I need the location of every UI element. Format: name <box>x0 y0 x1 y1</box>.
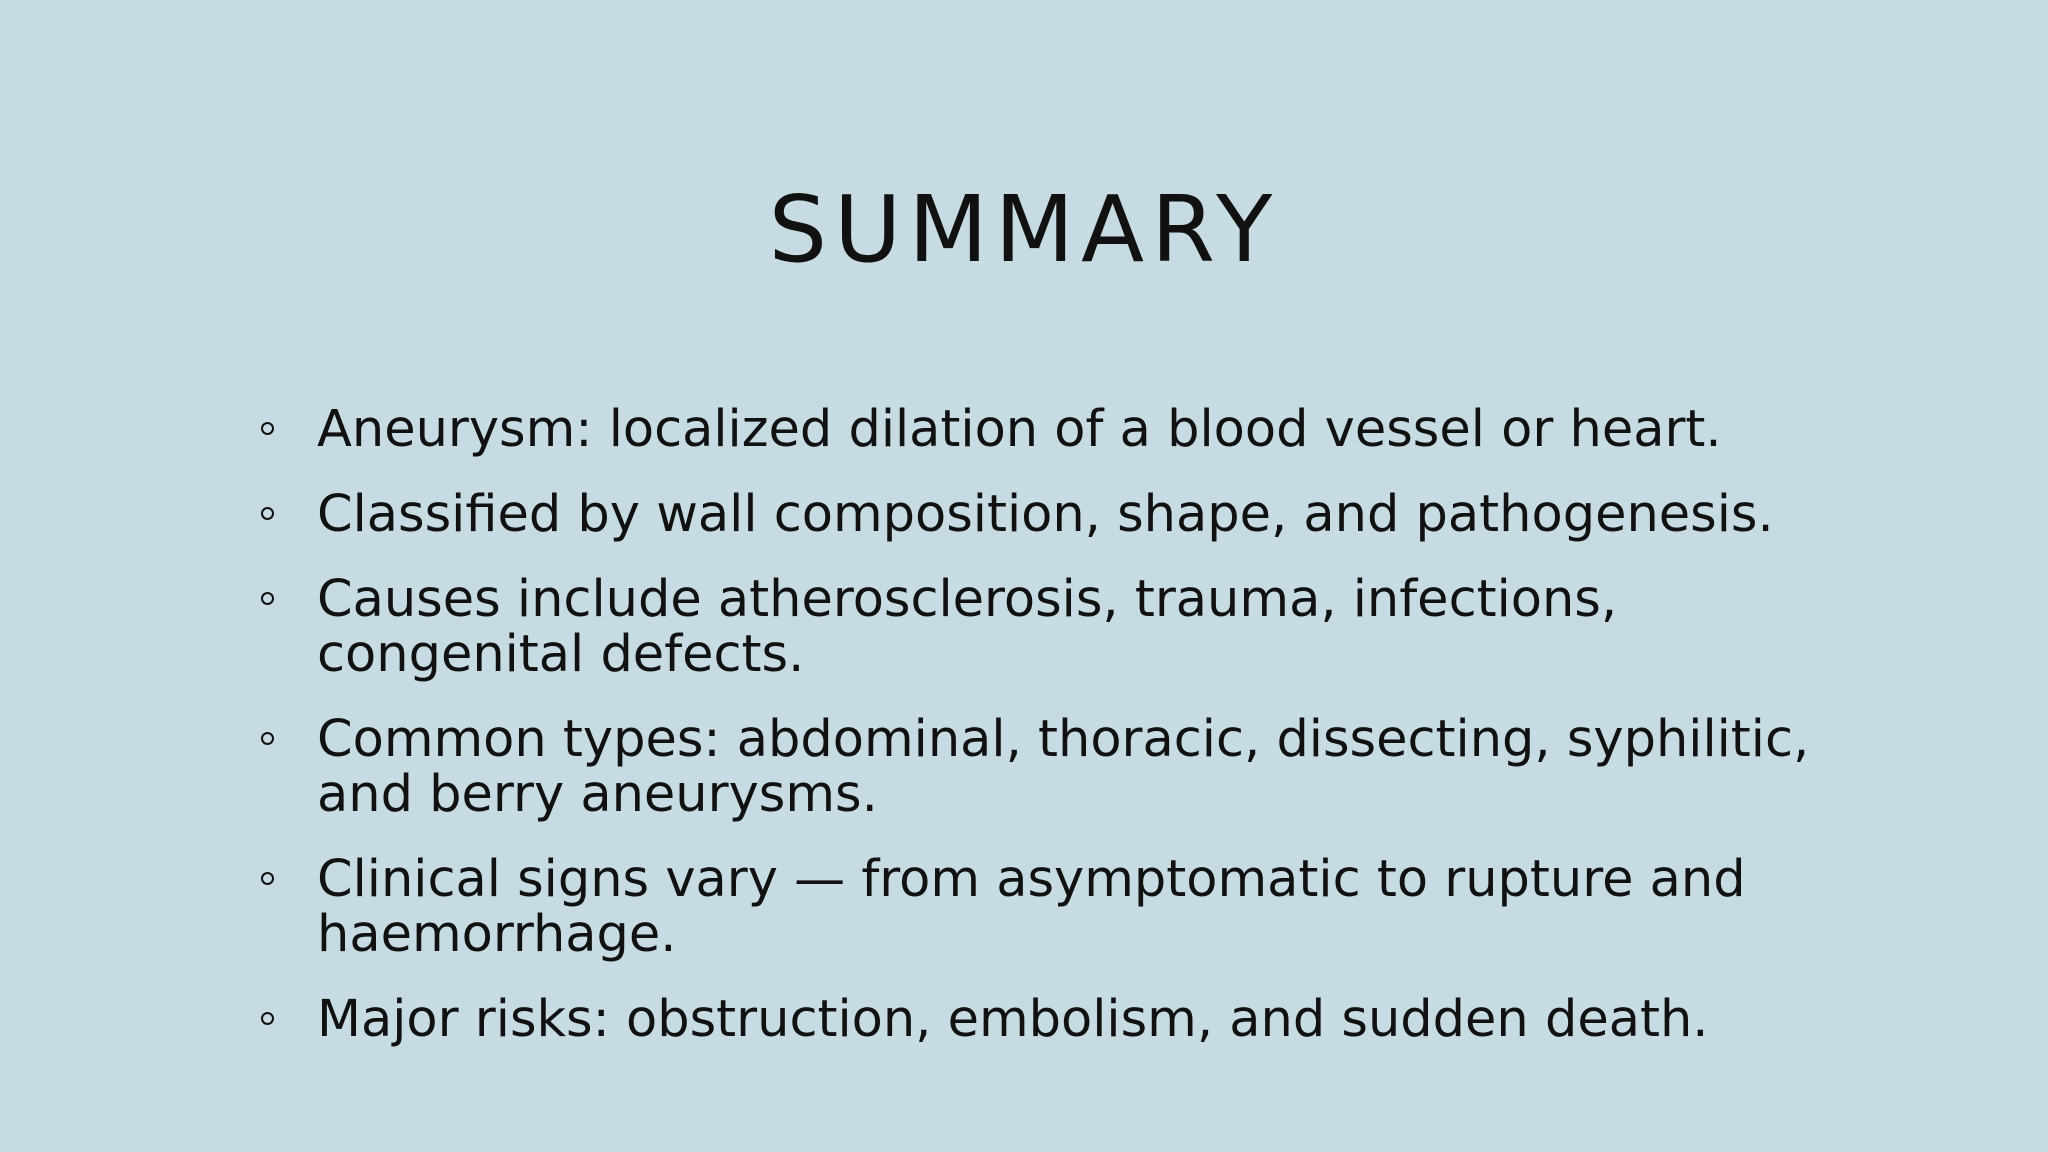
bullet-list <box>258 402 1858 1077</box>
bullet-text: Causes include atherosclerosis, trauma, infections, congenital defects. <box>317 570 1618 684</box>
hollow-circle-icon <box>261 872 274 885</box>
bullet-text: Aneurysm: localized dilation of a blood vessel or heart. <box>317 400 1722 459</box>
list-item <box>258 487 1858 542</box>
hollow-circle-icon <box>261 592 274 605</box>
bullet-text: Clinical signs vary — from asymptomatic to rupture and haemorrhage. <box>317 850 1746 964</box>
list-item <box>258 572 1858 682</box>
bullet-text: Common types: abdominal, thoracic, dissecting, syphilitic, and berry aneurysms. <box>317 710 1810 824</box>
bullet-text: Classified by wall composition, shape, and pathogenesis. <box>317 485 1774 544</box>
hollow-circle-icon <box>261 507 274 520</box>
list-item <box>258 992 1858 1047</box>
hollow-circle-icon <box>261 422 274 435</box>
hollow-circle-icon <box>261 1012 274 1025</box>
list-item <box>258 402 1858 457</box>
bullet-text: Major risks: obstruction, embolism, and sudden death. <box>317 990 1709 1049</box>
slide-title: SUMMARY <box>768 176 1280 283</box>
list-item <box>258 712 1858 822</box>
list-item <box>258 852 1858 962</box>
hollow-circle-icon <box>261 732 274 745</box>
